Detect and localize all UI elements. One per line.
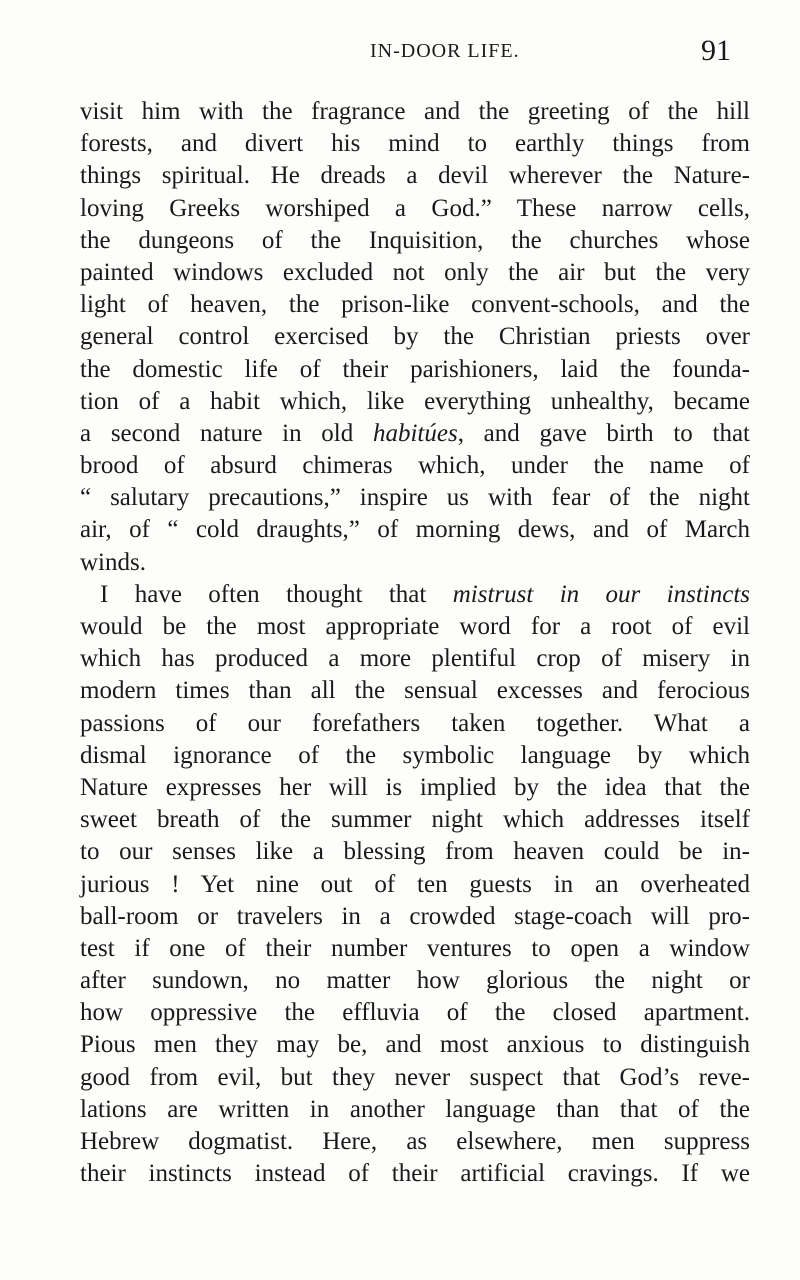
text-line: loving Greeks worshiped a God.” These narrow cells, — [80, 194, 750, 222]
text-line: “ salutary precautions,” inspire us with fear of the night — [80, 484, 750, 512]
text-line: the domestic life of their parishioners, laid the founda- — [80, 355, 750, 383]
text-line: visit him with the fragrance and the greeting of the hill — [80, 98, 750, 125]
text-line — [80, 579, 750, 611]
text-line: winds. — [80, 548, 146, 576]
text-line: test if one of their number ventures to open a window — [80, 934, 750, 962]
text-run: a second nature in old — [80, 419, 373, 447]
text-line: to our senses like a blessing from heaven could be in- — [80, 838, 750, 866]
text-line: dismal ignorance of the symbolic language by which — [80, 741, 750, 769]
text-line: tion of a habit which, like everything unhealthy, became — [80, 387, 750, 415]
text-line: ball-room or travelers in a crowded stage-coach will pro- — [80, 902, 750, 930]
text-line: passions of our forefathers taken together. What a — [80, 709, 750, 737]
text-line: their instincts instead of their artificial cravings. If we — [80, 1160, 750, 1188]
running-head — [60, 34, 760, 74]
text-run: I have often thought that — [100, 580, 453, 608]
text-line: Pious men they may be, and most anxious to distinguish — [80, 1031, 750, 1059]
text-line: modern times than all the sensual excesses and ferocious — [80, 677, 750, 705]
italic-phrase: mistrust in our instincts — [452, 580, 751, 608]
text-line: jurious ! Yet nine out of ten guests in an overheated — [80, 870, 750, 898]
text-line: things spiritual. He dreads a devil wherever the Nature- — [80, 162, 750, 190]
body-text — [80, 96, 750, 1190]
text-line: after sundown, no matter how glorious the night or — [80, 967, 750, 995]
page-number: 91 — [701, 34, 731, 67]
text-line: Hebrew dogmatist. Here, as elsewhere, men suppress — [80, 1128, 750, 1155]
text-line: painted windows excluded not only the air but the very — [80, 258, 750, 286]
text-line — [80, 418, 750, 450]
text-line: air, of “ cold draughts,” of morning dews, and of March — [80, 516, 750, 544]
text-line: lations are written in another language than that of the — [80, 1095, 750, 1123]
text-line: which has produced a more plentiful crop of misery in — [80, 645, 750, 673]
text-line: would be the most appropriate word for a root of evil — [80, 613, 750, 640]
text-line: light of heaven, the prison-like convent-schools, and the — [80, 291, 750, 319]
text-line: brood of absurd chimeras which, under the name of — [80, 452, 750, 480]
text-run: , and gave birth to that — [457, 419, 750, 447]
text-line: the dungeons of the Inquisition, the churches whose — [80, 226, 750, 254]
text-line: sweet breath of the summer night which addresses itself — [80, 806, 750, 834]
italic-term: habitúes — [372, 419, 458, 447]
text-line: Nature expresses her will is implied by the idea that the — [80, 773, 750, 801]
text-line: general control exercised by the Christian priests over — [80, 323, 750, 351]
text-line: how oppressive the effluvia of the closed apartment. — [80, 999, 750, 1027]
text-line: forests, and divert his mind to earthly things from — [80, 130, 750, 158]
text-line: good from evil, but they never suspect that God’s reve- — [80, 1063, 750, 1091]
running-title: IN-DOOR LIFE. — [370, 40, 520, 62]
